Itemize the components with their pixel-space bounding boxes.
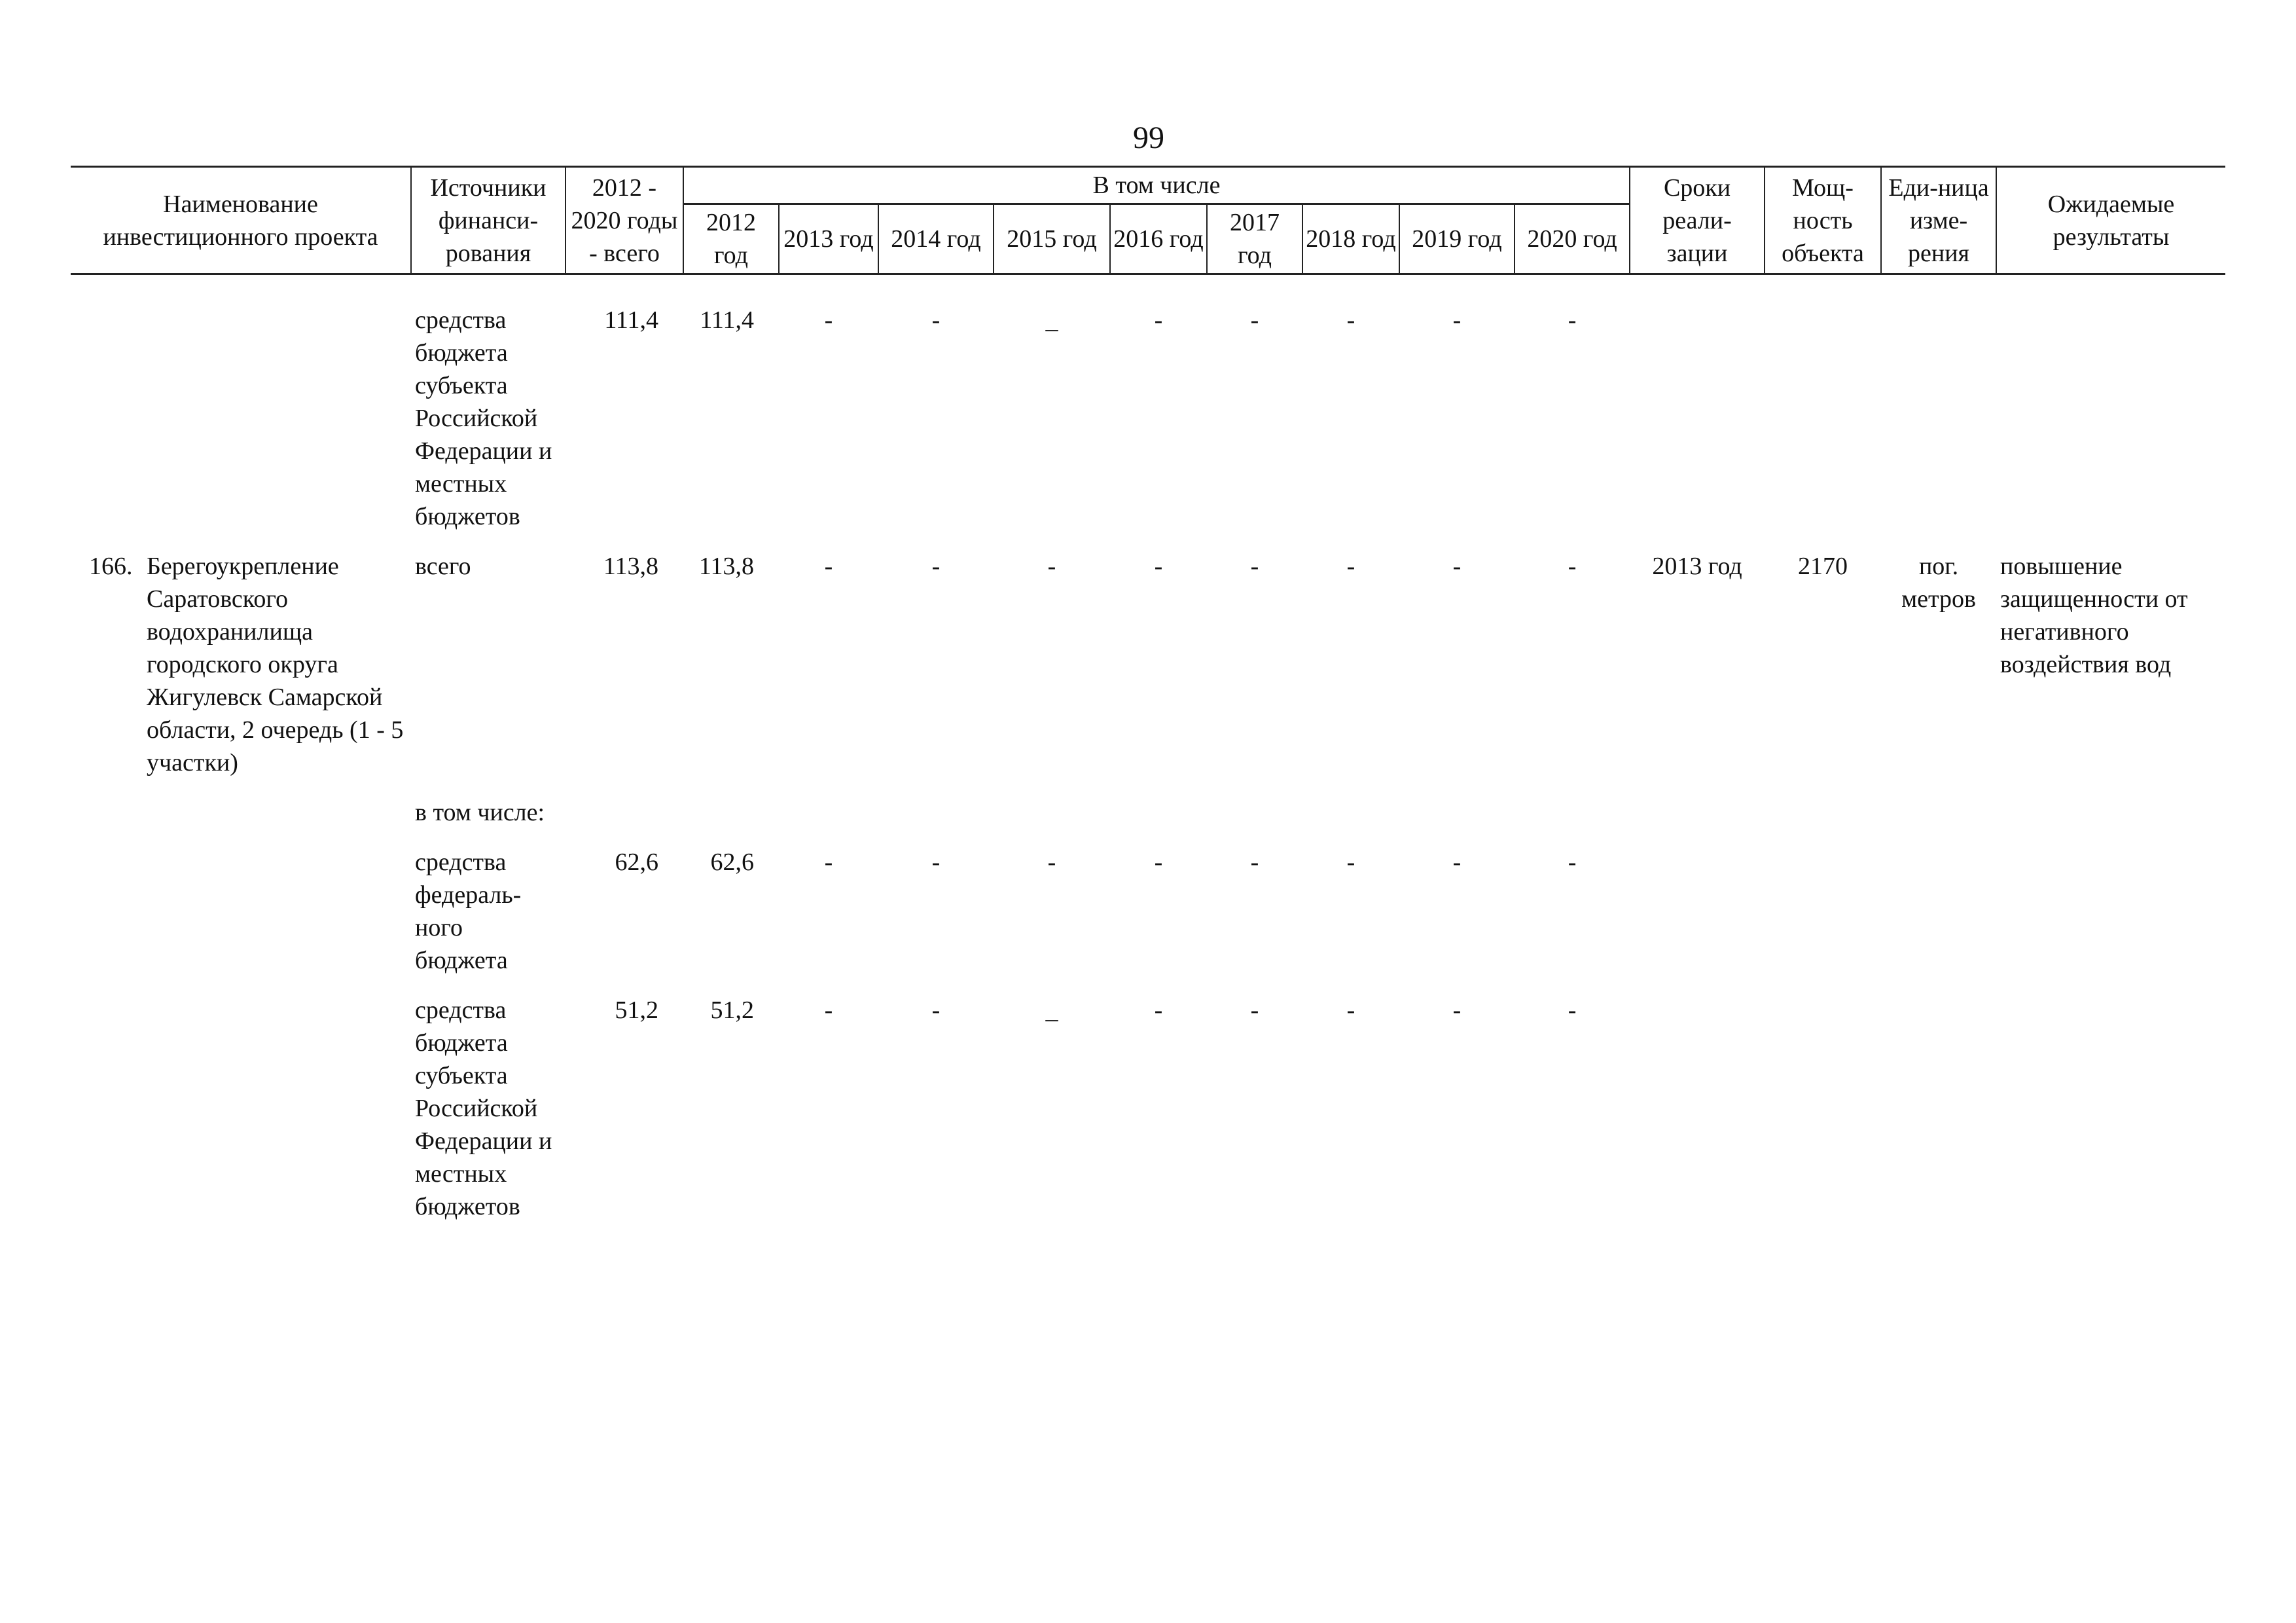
year-cell: _ (1045, 996, 1058, 1024)
year-cell: - (1250, 553, 1259, 580)
project-name: Берегоукрепление Саратовского водохранилища городского округа Жигулевск Самарской области, 2 очередь (1 - 5 участки) (147, 553, 404, 776)
header-sources: Источники финанси-рования (411, 167, 565, 274)
including-label: в том числе: (415, 799, 545, 826)
year-cell: - (1568, 306, 1577, 334)
year-cell: 62,6 (710, 848, 754, 876)
header-capacity: Мощ-ность объекта (1765, 167, 1881, 274)
year-cell: - (1154, 996, 1163, 1024)
header-project-name: Наименование инвестиционного проекта (71, 167, 411, 274)
header-year-2019: 2019 год (1399, 204, 1515, 274)
header-year-2017: 2017 год (1207, 204, 1302, 274)
year-cell: - (1452, 996, 1462, 1024)
year-cell: - (931, 306, 941, 334)
year-cell: - (1154, 306, 1163, 334)
year-cell: - (824, 553, 833, 580)
header-unit: Еди-ница изме-рения (1881, 167, 1996, 274)
year-cell: - (1452, 848, 1462, 876)
year-cell: _ (1045, 306, 1058, 334)
header-year-2018: 2018 год (1302, 204, 1399, 274)
year-cell: - (1568, 553, 1577, 580)
source-cell: средства федераль-ного бюджета (415, 848, 522, 974)
table-body (71, 274, 2225, 1224)
source-cell: средства бюджета субъекта Российской Федерации и местных бюджетов (415, 306, 552, 530)
year-cell: - (824, 996, 833, 1024)
header-year-2020: 2020 год (1515, 204, 1630, 274)
capacity-cell: 2170 (1798, 553, 1848, 580)
project-cell (75, 550, 407, 779)
table-row (71, 304, 2225, 533)
source-cell: всего (415, 553, 471, 580)
total-cell: 51,2 (615, 996, 658, 1024)
year-cell: - (1452, 306, 1462, 334)
header-total: 2012 - 2020 годы - всего (565, 167, 683, 274)
table-row (71, 550, 2225, 779)
year-cell: - (1346, 553, 1355, 580)
source-cell: средства бюджета субъекта Российской Федерации и местных бюджетов (415, 996, 552, 1220)
header-including: В том числе (683, 167, 1630, 204)
page-number: 99 (1133, 120, 1164, 155)
table-row (71, 796, 2225, 829)
year-cell: - (1346, 848, 1355, 876)
year-cell: - (1250, 848, 1259, 876)
total-cell: 62,6 (615, 848, 658, 876)
results-cell: повышение защищенности от негативного воздействия вод (2000, 553, 2188, 678)
year-cell: - (931, 553, 941, 580)
year-cell: - (1568, 996, 1577, 1024)
year-cell: - (824, 848, 833, 876)
year-cell: 113,8 (698, 553, 754, 580)
table-row (71, 846, 2225, 977)
year-cell: 51,2 (710, 996, 754, 1024)
total-cell: 113,8 (603, 553, 658, 580)
year-cell: - (1047, 848, 1056, 876)
year-cell: - (1346, 306, 1355, 334)
year-cell: - (1346, 996, 1355, 1024)
year-cell: - (1568, 848, 1577, 876)
year-cell: - (1250, 996, 1259, 1024)
year-cell: 111,4 (700, 306, 754, 334)
year-cell: - (824, 306, 833, 334)
unit-cell: пог. метров (1901, 553, 1976, 613)
project-number: 166. (89, 553, 133, 580)
header-year-2015: 2015 год (994, 204, 1110, 274)
table-row (71, 994, 2225, 1223)
table-header (71, 167, 2225, 274)
investment-projects-table (71, 166, 2225, 1223)
year-cell: - (1154, 553, 1163, 580)
year-cell: - (1250, 306, 1259, 334)
year-cell: - (931, 996, 941, 1024)
header-year-2012: 2012 год (683, 204, 779, 274)
terms-cell: 2013 год (1652, 553, 1742, 580)
header-year-2013: 2013 год (779, 204, 878, 274)
year-cell: - (1154, 848, 1163, 876)
header-year-2016: 2016 год (1110, 204, 1207, 274)
year-cell: - (1452, 553, 1462, 580)
year-cell: - (931, 848, 941, 876)
header-year-2014: 2014 год (878, 204, 994, 274)
header-results: Ожидаемые результаты (1996, 167, 2225, 274)
total-cell: 111,4 (604, 306, 658, 334)
year-cell: - (1047, 553, 1056, 580)
header-terms: Сроки реали-зации (1630, 167, 1765, 274)
